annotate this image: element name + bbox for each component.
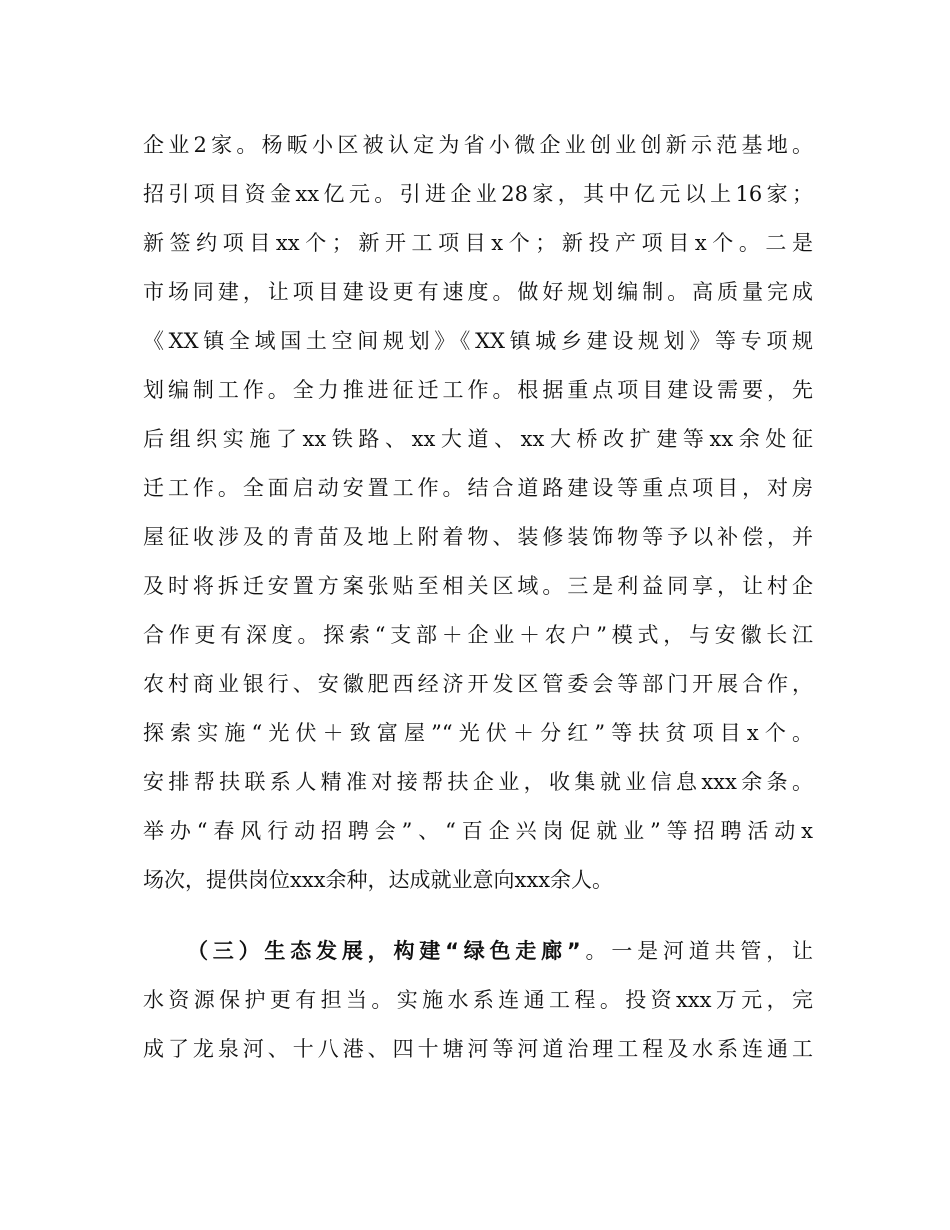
text-line: 场次，提供岗位xxx余种，达成就业意向xxx余人。 <box>143 868 614 892</box>
text-line: 市场同建，让项目建设更有速度。做好规划编制。高质量完成 <box>143 280 813 304</box>
section-first-line <box>143 927 813 976</box>
text-line: 划编制工作。全力推进征迁工作。根据重点项目建设需要，先 <box>143 378 813 402</box>
text-line: 农村商业银行、安徽肥西经济开发区管委会等部门开展合作， <box>143 672 813 696</box>
section-paragraph <box>143 927 813 1074</box>
paragraph-continuation <box>143 121 813 905</box>
section-first-line-text: 。一是河道共管，让 <box>580 939 813 963</box>
text-line: 合作更有深度。探索“支部＋企业＋农户”模式，与安徽长江 <box>143 623 813 647</box>
text-line: 招引项目资金xx亿元。引进企业28家，其中亿元以上16家； <box>143 182 813 206</box>
text-line: 安排帮扶联系人精准对接帮扶企业，收集就业信息xxx余条。 <box>143 770 813 794</box>
text-line: 水资源保护更有担当。实施水系连通工程。投资xxx万元，完 <box>143 988 813 1012</box>
text-line: 企业2家。杨畈小区被认定为省小微企业创业创新示范基地。 <box>143 133 813 157</box>
text-line: 后组织实施了xx铁路、xx大道、xx大桥改扩建等xx余处征 <box>143 427 813 451</box>
text-line: 新签约项目xx个；新开工项目x个；新投产项目x个。二是 <box>143 231 813 255</box>
text-line: 屋征收涉及的青苗及地上附着物、装修装饰物等予以补偿，并 <box>143 525 813 549</box>
text-line: 《XX镇全域国土空间规划》《XX镇城乡建设规划》等专项规 <box>143 329 813 353</box>
section-heading: （三）生态发展，构建“绿色走廊” <box>187 939 581 963</box>
text-line: 及时将拆迁安置方案张贴至相关区域。三是利益同享，让村企 <box>143 574 813 598</box>
text-line: 探索实施“光伏＋致富屋”“光伏＋分红”等扶贫项目x个。 <box>143 721 813 745</box>
text-line: 举办“春风行动招聘会”、“百企兴岗促就业”等招聘活动x <box>143 819 813 843</box>
text-line: 迁工作。全面启动安置工作。结合道路建设等重点项目，对房 <box>143 476 813 500</box>
text-line: 成了龙泉河、十八港、四十塘河等河道治理工程及水系连通工 <box>143 1037 813 1061</box>
